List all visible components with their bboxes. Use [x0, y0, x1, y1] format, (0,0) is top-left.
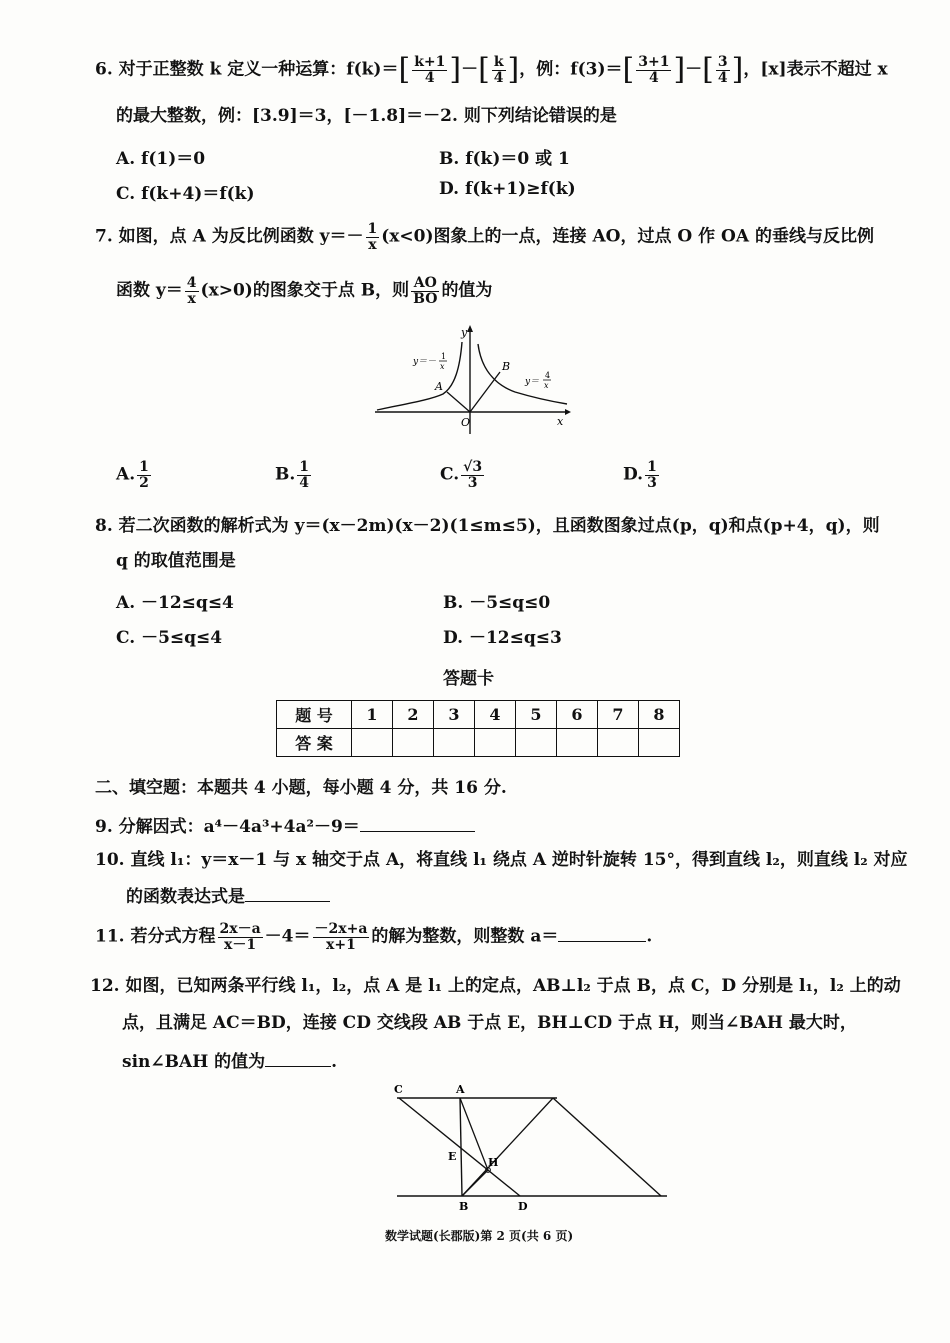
q7-option-d-den: 3: [647, 474, 657, 491]
q7-frac-2: [185, 276, 199, 306]
q6-option-b: B. f(k)＝0 或 1: [439, 149, 570, 169]
q12-label-b: B: [459, 1200, 469, 1213]
q11-frac-2-num: －2x+a: [314, 921, 368, 937]
answer-cell[interactable]: [352, 729, 393, 757]
answer-cell[interactable]: [475, 729, 516, 757]
q7-y-arrow: [467, 325, 473, 332]
q7-frac-1: [366, 222, 380, 252]
answer-card-row1-label: 题 号: [277, 701, 352, 729]
q11-text-2: －4＝: [264, 926, 311, 947]
answer-card-number: 6: [557, 701, 598, 729]
q7-line1: [95, 222, 874, 252]
answer-cell[interactable]: [598, 729, 639, 757]
answer-card-number: 5: [516, 701, 557, 729]
q7-left-curve: [377, 342, 462, 410]
q8-line2: q 的取值范围是: [116, 551, 236, 571]
answer-card-number: 7: [598, 701, 639, 729]
q8-option-c: C. －5≤q≤4: [116, 628, 223, 648]
q6-line1: 6. 对于正整数 k 定义一种运算：f(k)＝[ $\frac{k+1}{4}$ ]－[ $\frac{k}{4}$ ]，例：f(3)＝[ $\frac{3+1}{4}$ ]－[ $\frac{3}{4}$ ]，[x]表示不超过 x: [95, 52, 888, 87]
q6-frac-4: [716, 55, 730, 85]
q7-graph: [375, 322, 575, 437]
q6-frac-3-den: 4: [648, 69, 659, 86]
q7-label-y: y: [461, 326, 468, 339]
q11-text-1: 11. 若分式方程: [95, 926, 216, 947]
q11-end: .: [646, 926, 653, 947]
q7-option-c-num: √3: [463, 459, 483, 475]
q6-option-c: C. f(k+4)＝f(k): [116, 184, 255, 204]
answer-cell[interactable]: [639, 729, 680, 757]
answer-card-number: 2: [393, 701, 434, 729]
q6-frac-4-den: 4: [717, 69, 728, 86]
q12-diagonal-bq: [462, 1098, 553, 1196]
q11-frac-1: [218, 922, 263, 952]
q6-frac-1-den: 4: [424, 69, 435, 86]
q6-frac-4-num: 3: [717, 53, 728, 70]
q8-option-b: B. －5≤q≤0: [443, 593, 551, 613]
q12-segment-cd: [399, 1098, 520, 1196]
q6-option-a: A. f(1)＝0: [116, 149, 206, 169]
q12-line3: [122, 1050, 337, 1072]
q7-option-c-label: C.: [440, 464, 460, 485]
q12-label-h: H: [488, 1156, 499, 1169]
q6-frac-3-num: 3+1: [638, 53, 670, 70]
q7-option-a-num: 1: [139, 459, 149, 475]
q7-option-a: [116, 460, 153, 490]
q7-option-b-num: 1: [299, 459, 310, 475]
answer-card-number-row: [277, 701, 680, 729]
q12-label-a: A: [456, 1083, 465, 1096]
q7-option-b: [275, 460, 313, 490]
q7-segment-ao: [447, 392, 470, 412]
page-footer: 数学试题(长郡版)第 2 页(共 6 页): [385, 1229, 574, 1243]
q12-end: .: [331, 1052, 338, 1072]
q8-option-a: A. －12≤q≤4: [116, 593, 234, 613]
q7-option-d: [623, 460, 661, 490]
q7-frac-2-num: 4: [186, 275, 197, 291]
q12-label-c: C: [394, 1083, 403, 1096]
q7-left-curve-label: y＝－: [413, 357, 437, 367]
answer-card-table: [276, 700, 680, 757]
q10-answer-blank[interactable]: [245, 885, 330, 902]
q7-text-5: 的值为: [441, 280, 493, 301]
q12-answer-blank[interactable]: [265, 1050, 331, 1067]
q11-frac-2-den: x+1: [326, 936, 356, 953]
q6-line2: 的最大整数，例：[3.9]＝3，[－1.8]＝－2. 则下列结论错误的是: [116, 106, 617, 126]
answer-card-answer-row: [277, 729, 680, 757]
answer-cell[interactable]: [393, 729, 434, 757]
q6-text-1: 6. 对于正整数 k 定义一种运算：f(k)＝: [95, 59, 399, 80]
answer-card-title: 答题卡: [443, 669, 494, 689]
q10-text-2: 的函数表达式是: [126, 887, 245, 907]
q7-segment-ob: [470, 372, 500, 412]
q6-frac-2: [492, 55, 506, 85]
q7-label-b: B: [502, 360, 511, 373]
q7-left-curve-den: x: [440, 362, 445, 371]
q7-right-curve-den: x: [544, 381, 549, 390]
q6-frac-1: [412, 55, 447, 85]
q8-option-d: D. －12≤q≤3: [443, 628, 562, 648]
q12-label-e: E: [448, 1150, 457, 1163]
q7-option-a-label: A.: [116, 464, 136, 485]
q7-label-x: x: [557, 415, 564, 428]
q7-frac-3-den: BO: [413, 290, 438, 307]
q12-line1: 12. 如图，已知两条平行线 l₁，l₂，点 A 是 l₁ 上的定点，AB⊥l₂ 于点 B，点 C，D 分别是 l₁，l₂ 上的动: [90, 976, 901, 996]
q6-option-d: D. f(k+1)≥f(k): [439, 179, 576, 199]
q11-text-3: 的解为整数，则整数 a＝: [371, 926, 559, 947]
q11-answer-blank[interactable]: [558, 925, 646, 942]
answer-card-number: 4: [475, 701, 516, 729]
answer-cell[interactable]: [557, 729, 598, 757]
q7-text-3: 函数 y＝: [116, 280, 183, 301]
q11-line: [95, 922, 652, 952]
q10-line1: 10. 直线 l₁：y＝x－1 与 x 轴交于点 A，将直线 l₁ 绕点 A 逆时针旋转 15°，得到直线 l₂，则直线 l₂ 对应: [95, 850, 908, 870]
q6-text-2: ，例：f(3)＝: [519, 59, 623, 80]
q7-option-b-den: 4: [299, 474, 310, 491]
q6-frac-2-den: 4: [493, 69, 504, 86]
q7-right-curve-label: y＝: [525, 377, 540, 387]
section-2-heading: 二、填空题：本题共 4 小题，每小题 4 分，共 16 分.: [95, 778, 507, 798]
q7-option-c: [440, 460, 486, 490]
q7-frac-3: [411, 276, 439, 306]
q7-frac-1-num: 1: [367, 221, 378, 237]
q7-option-b-label: B.: [275, 464, 296, 485]
q8-line1: 8. 若二次函数的解析式为 y＝(x－2m)(x－2)(1≤m≤5)，且函数图象过点(p，q)和点(p+4，q)，则: [95, 516, 880, 536]
q12-figure: [385, 1078, 675, 1218]
answer-card-number: 3: [434, 701, 475, 729]
q7-right-curve: [478, 344, 567, 404]
q12-text-3: sin∠BAH 的值为: [122, 1052, 266, 1072]
answer-card-number: 1: [352, 701, 393, 729]
q6-frac-2-num: k: [492, 55, 506, 71]
answer-cell[interactable]: [434, 729, 475, 757]
q7-x-arrow: [565, 409, 571, 415]
q9-answer-blank[interactable]: [360, 815, 475, 832]
q12-label-d: D: [518, 1200, 528, 1213]
q7-line2: [116, 276, 492, 306]
q7-option-d-num: 1: [647, 459, 657, 475]
q10-line2: [126, 885, 330, 907]
q9-text: 9. 分解因式：a⁴－4a³+4a²－9＝: [95, 817, 360, 837]
q7-frac-1-den: x: [368, 236, 377, 253]
answer-card-row2-label: 答 案: [277, 729, 352, 757]
q7-label-o: O: [461, 416, 471, 429]
q11-frac-2: [313, 922, 370, 952]
q9-line: [95, 815, 475, 837]
q11-frac-1-den: x－1: [224, 936, 257, 953]
q6-frac-1-num: k+1: [414, 53, 446, 70]
q7-frac-3-num: AO: [411, 276, 439, 292]
q12-slant-right: [553, 1098, 661, 1196]
q11-frac-1-num: 2x－a: [219, 921, 261, 937]
q7-text-2: (x<0)图象上的一点，连接 AO，过点 O 作 OA 的垂线与反比例: [381, 226, 874, 247]
q12-line2: 点，且满足 AC＝BD，连接 CD 交线段 AB 于点 E，BH⊥CD 于点 H，则当∠BAH 最大时，: [122, 1013, 857, 1033]
q7-option-a-den: 2: [139, 474, 149, 491]
q7-option-c-den: 3: [467, 474, 478, 491]
q7-text-4: (x>0)的图象交于点 B，则: [200, 280, 410, 301]
q7-right-curve-num: 4: [545, 371, 551, 380]
q7-left-curve-num: 1: [441, 352, 447, 361]
answer-cell[interactable]: [516, 729, 557, 757]
answer-card-number: 8: [639, 701, 680, 729]
q7-text-1: 7. 如图，点 A 为反比例函数 y＝－: [95, 226, 364, 247]
q6-text-3: ，[x]表示不超过 x: [743, 59, 888, 80]
q7-option-d-label: D.: [623, 464, 644, 485]
q7-label-a: A: [435, 380, 443, 393]
q6-frac-3: [636, 55, 671, 85]
q7-frac-2-den: x: [187, 290, 196, 307]
